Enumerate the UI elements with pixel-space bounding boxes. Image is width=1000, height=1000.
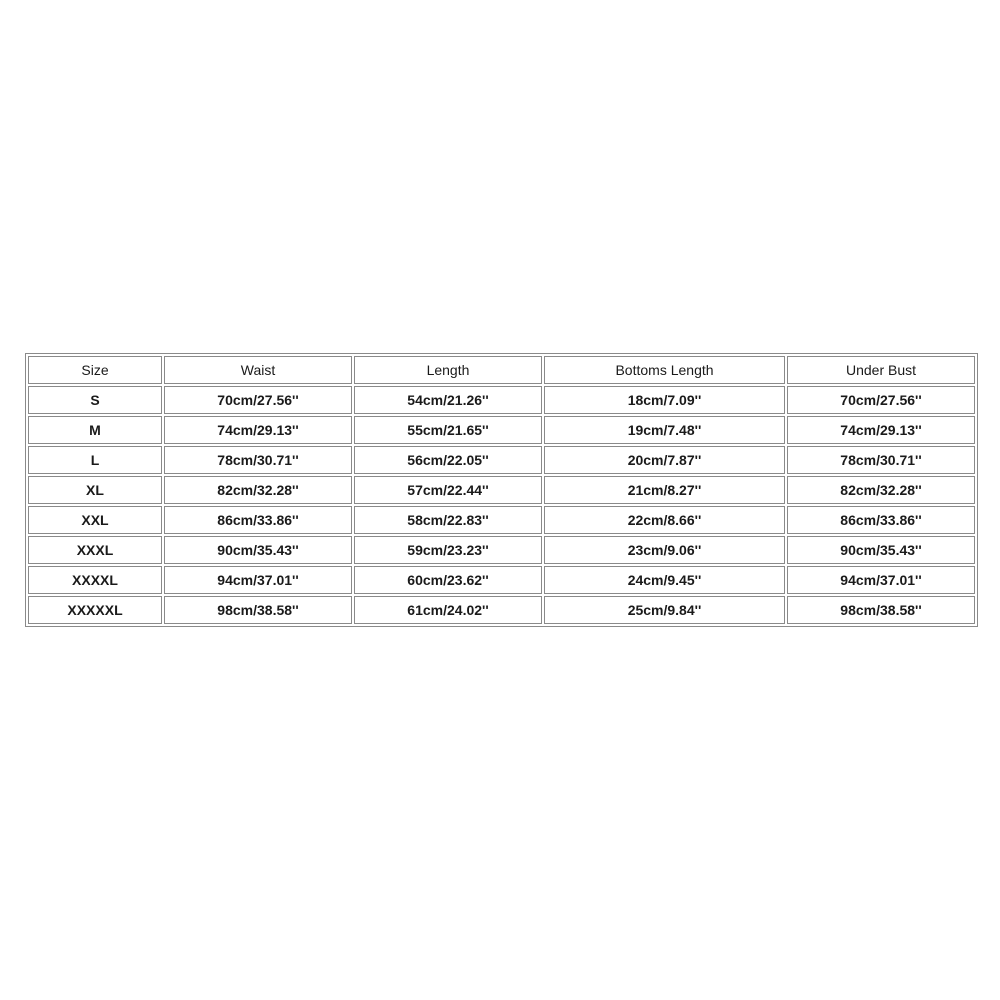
size-chart-table	[25, 353, 978, 627]
table-row	[28, 506, 975, 534]
cell-bottoms-length: 24cm/9.45''	[544, 566, 785, 594]
cell-waist: 78cm/30.71''	[164, 446, 352, 474]
cell-bottoms-length: 22cm/8.66''	[544, 506, 785, 534]
cell-size: M	[28, 416, 162, 444]
cell-length: 59cm/23.23''	[354, 536, 542, 564]
cell-size: XXXXXL	[28, 596, 162, 624]
cell-waist: 98cm/38.58''	[164, 596, 352, 624]
table-row	[28, 596, 975, 624]
table-row	[28, 416, 975, 444]
cell-length: 61cm/24.02''	[354, 596, 542, 624]
cell-bottoms-length: 19cm/7.48''	[544, 416, 785, 444]
cell-size: S	[28, 386, 162, 414]
cell-under-bust: 98cm/38.58''	[787, 596, 975, 624]
cell-under-bust: 94cm/37.01''	[787, 566, 975, 594]
cell-under-bust: 86cm/33.86''	[787, 506, 975, 534]
cell-waist: 90cm/35.43''	[164, 536, 352, 564]
table-row	[28, 446, 975, 474]
cell-under-bust: 82cm/32.28''	[787, 476, 975, 504]
cell-bottoms-length: 18cm/7.09''	[544, 386, 785, 414]
cell-waist: 82cm/32.28''	[164, 476, 352, 504]
table-header-row	[28, 356, 975, 384]
cell-size: XXL	[28, 506, 162, 534]
cell-bottoms-length: 25cm/9.84''	[544, 596, 785, 624]
cell-waist: 86cm/33.86''	[164, 506, 352, 534]
cell-bottoms-length: 23cm/9.06''	[544, 536, 785, 564]
cell-under-bust: 78cm/30.71''	[787, 446, 975, 474]
cell-bottoms-length: 21cm/8.27''	[544, 476, 785, 504]
header-bottoms-length: Bottoms Length	[544, 356, 785, 384]
cell-size: XL	[28, 476, 162, 504]
cell-size: L	[28, 446, 162, 474]
cell-length: 57cm/22.44''	[354, 476, 542, 504]
cell-waist: 74cm/29.13''	[164, 416, 352, 444]
cell-length: 60cm/23.62''	[354, 566, 542, 594]
table-row	[28, 566, 975, 594]
cell-under-bust: 74cm/29.13''	[787, 416, 975, 444]
cell-under-bust: 90cm/35.43''	[787, 536, 975, 564]
header-size: Size	[28, 356, 162, 384]
cell-bottoms-length: 20cm/7.87''	[544, 446, 785, 474]
table-row	[28, 476, 975, 504]
header-under-bust: Under Bust	[787, 356, 975, 384]
header-length: Length	[354, 356, 542, 384]
table-row	[28, 386, 975, 414]
cell-waist: 70cm/27.56''	[164, 386, 352, 414]
cell-waist: 94cm/37.01''	[164, 566, 352, 594]
table-row	[28, 536, 975, 564]
cell-length: 54cm/21.26''	[354, 386, 542, 414]
cell-length: 56cm/22.05''	[354, 446, 542, 474]
cell-size: XXXL	[28, 536, 162, 564]
cell-under-bust: 70cm/27.56''	[787, 386, 975, 414]
header-waist: Waist	[164, 356, 352, 384]
cell-length: 58cm/22.83''	[354, 506, 542, 534]
cell-size: XXXXL	[28, 566, 162, 594]
cell-length: 55cm/21.65''	[354, 416, 542, 444]
